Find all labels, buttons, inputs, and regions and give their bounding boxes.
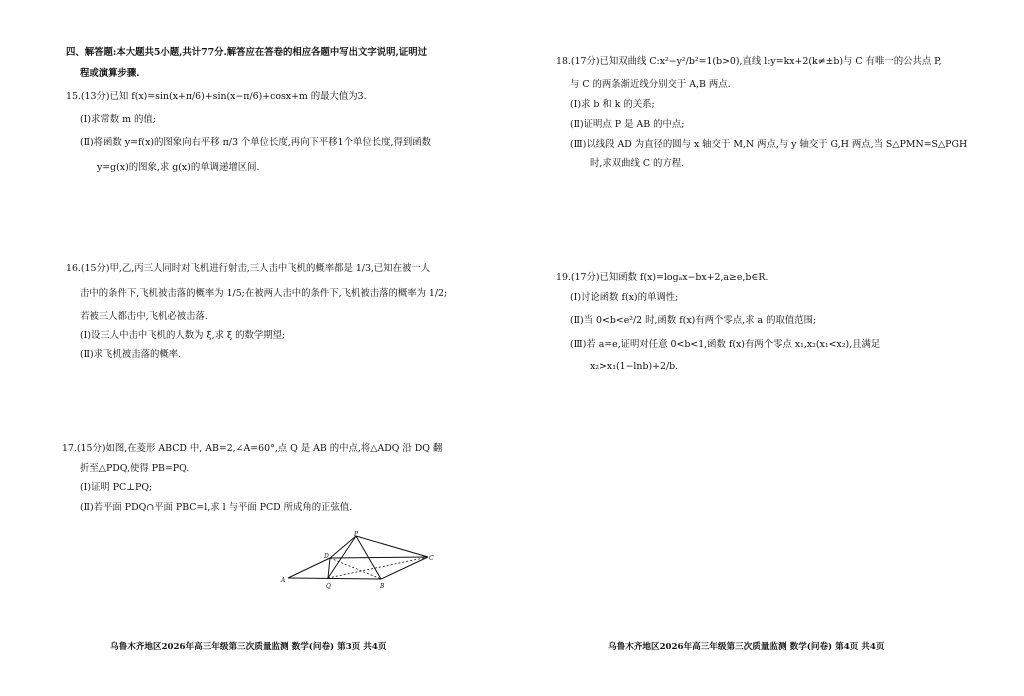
- point-label-a: A: [281, 577, 286, 584]
- q18-part1: (Ⅰ)求 b 和 k 的关系;: [570, 99, 655, 110]
- left-footer: 乌鲁木齐地区2026年高三年级第三次质量监测 数学(问卷) 第3页 共4页: [110, 642, 387, 652]
- point-label-q: Q: [326, 583, 331, 590]
- q16-stem-cont1: 击中的条件下,飞机被击落的概率为 1/5;在被两人击中的条件下,飞机被击落的概率为 1/2;: [80, 288, 448, 299]
- point-label-d: D: [324, 553, 329, 560]
- q19-part3-cont: x₂>x₁(1−lnb)+2/b.: [590, 361, 679, 372]
- q17-part2: (Ⅱ)若平面 PDQ∩平面 PBC=l,求 l 与平面 PCD 所成角的正弦值.: [80, 502, 353, 513]
- q16-stem: 16.(15分)甲,乙,丙三人同时对飞机进行射击,三人击中飞机的概率都是 1/3,已知在被一人: [66, 263, 431, 274]
- q15-part1: (Ⅰ)求常数 m 的值;: [80, 114, 156, 125]
- right-footer: 乌鲁木齐地区2026年高三年级第三次质量监测 数学(问卷) 第4页 共4页: [608, 642, 885, 652]
- q18-stem: 18.(17分)已知双曲线 C:x²−y²/b²=1(b>0),直线 l:y=kx+2(k≠±b)与 C 有唯一的公共点 P,: [556, 56, 942, 67]
- q17-stem-cont: 折至△PDQ,使得 PB=PQ.: [80, 463, 190, 474]
- section-title-cont: 程或演算步骤.: [80, 68, 140, 79]
- rhombus-figure: [278, 530, 440, 592]
- q19-part1: (Ⅰ)讨论函数 f(x)的单调性;: [570, 292, 679, 303]
- section-title: 四、解答题:本大题共5小题,共计77分.解答应在答卷的相应各题中写出文字说明,证明过: [66, 47, 427, 58]
- q15-part2: (Ⅱ)将函数 y=f(x)的图象向右平移 π/3 个单位长度,再向下平移1个单位长度,得到函数: [80, 137, 431, 148]
- q19-part2: (Ⅱ)当 0<b<e²/2 时,函数 f(x)有两个零点,求 a 的取值范围;: [570, 315, 817, 326]
- point-label-b: B: [380, 583, 385, 590]
- q18-part2: (Ⅱ)证明点 P 是 AB 的中点;: [570, 119, 685, 130]
- q17-part1: (Ⅰ)证明 PC⊥PQ;: [80, 482, 153, 493]
- q18-part3: (Ⅲ)以线段 AD 为直径的圆与 x 轴交于 M,N 两点,与 y 轴交于 G,H 两点,当 S△PMN=S△PGH: [570, 139, 968, 150]
- q16-part1: (Ⅰ)设三人中击中飞机的人数为 ξ,求 ξ 的数学期望;: [80, 330, 286, 341]
- q16-part2: (Ⅱ)求飞机被击落的概率.: [80, 349, 182, 360]
- q16-stem-cont2: 若被三人都击中,飞机必被击落.: [80, 311, 208, 322]
- q19-stem: 19.(17分)已知函数 f(x)=logₐx−bx+2,a≥e,b∈R.: [556, 272, 769, 283]
- q18-stem-cont: 与 C 的两条渐近线分别交于 A,B 两点.: [570, 79, 731, 90]
- point-label-p: P: [354, 531, 359, 538]
- q17-stem: 17.(15分)如图,在菱形 ABCD 中, AB=2,∠A=60°,点 Q 是 AB 的中点,将△ADQ 沿 DQ 翻: [62, 443, 443, 454]
- point-label-c: C: [429, 555, 434, 562]
- q19-part3: (Ⅲ)若 a=e,证明对任意 0<b<1,函数 f(x)有两个零点 x₁,x₂(x₁<x₂),且满足: [570, 339, 881, 350]
- q15-stem: 15.(13分)已知 f(x)=sin(x+π/6)+sin(x−π/6)+cosx+m 的最大值为3.: [66, 91, 367, 102]
- q15-part2-cont: y=g(x)的图象,求 g(x)的单调递增区间.: [97, 162, 260, 173]
- q18-part3-cont: 时,求双曲线 C 的方程.: [590, 158, 685, 169]
- right-page: [512, 0, 1024, 696]
